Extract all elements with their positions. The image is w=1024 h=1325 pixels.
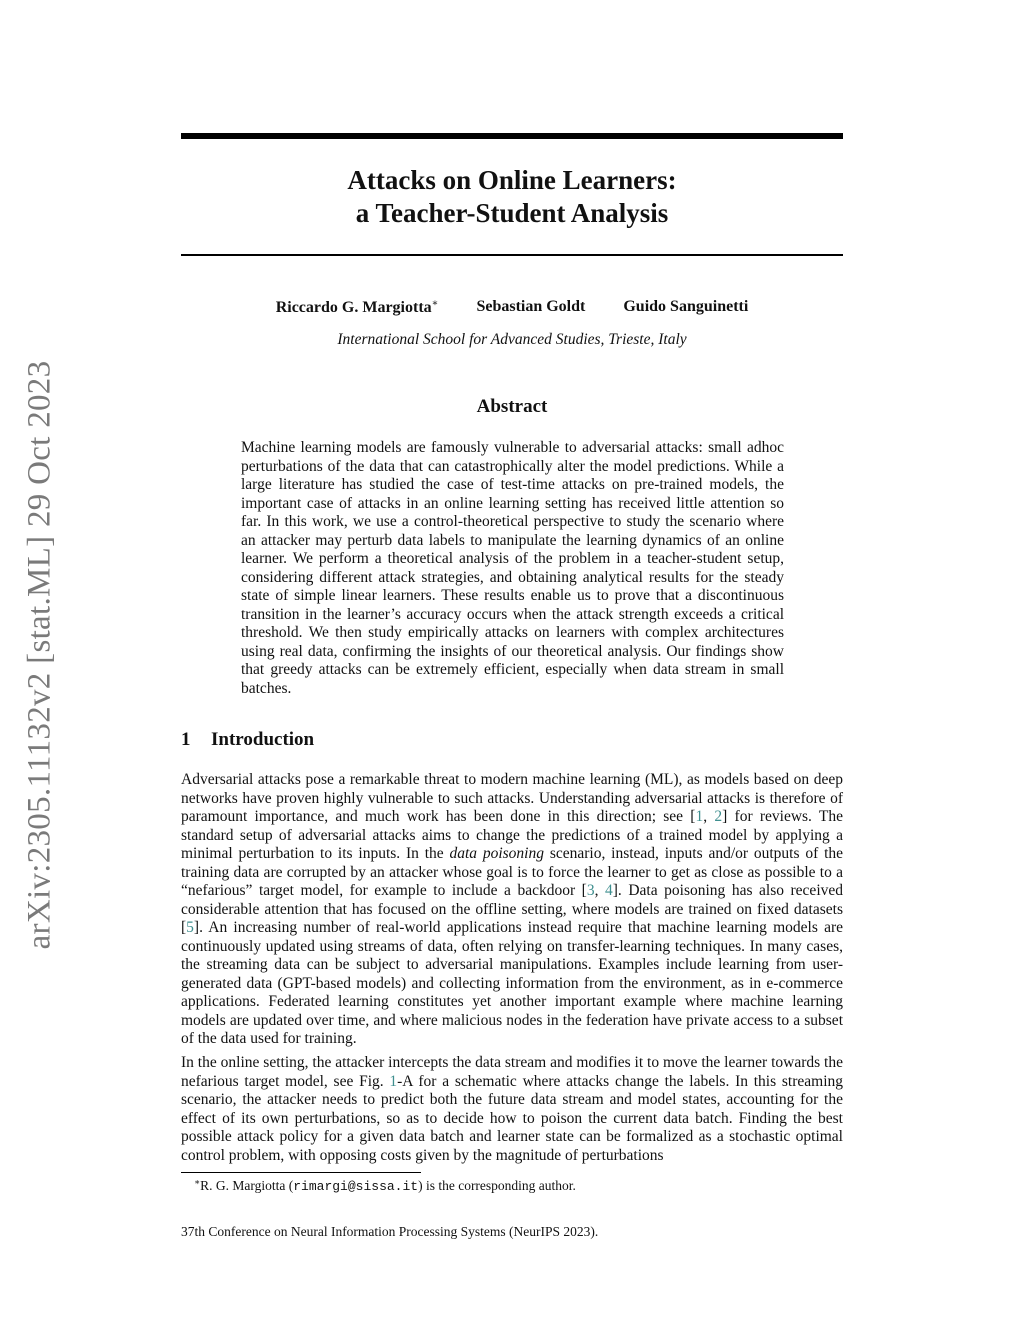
footnote-marker: ∗ (194, 1177, 201, 1187)
author: Riccardo G. Margiotta∗ (275, 298, 439, 316)
figure-link[interactable]: 1 (389, 1072, 398, 1090)
citation-link[interactable]: 3 (586, 882, 595, 899)
affiliation: International School for Advanced Studies, Trieste, Italy (337, 331, 687, 348)
author: Guido Sanguinetti (623, 298, 749, 315)
arxiv-identifier: arXiv:2305.11132v2 [stat.ML] 29 Oct 2023 (21, 360, 58, 950)
footnote-rule (181, 1172, 421, 1173)
citation-link[interactable]: 2 (714, 808, 723, 825)
footnote: ∗R. G. Margiotta (rimargi@sissa.it) is the corresponding author. (194, 1177, 576, 1194)
author: Sebastian Goldt (476, 298, 586, 315)
author-email[interactable]: rimargi@sissa.it (293, 1179, 419, 1194)
paper-title (181, 164, 843, 230)
abstract-heading: Abstract (476, 396, 548, 417)
footnote-marker: ∗ (431, 298, 439, 309)
emphasis-term: data poisoning (449, 845, 544, 862)
author-list (181, 298, 843, 317)
section-heading-introduction (181, 729, 314, 751)
section-title: Introduction (211, 729, 315, 750)
citation-link[interactable]: 5 (186, 919, 194, 936)
title-rule-bottom (181, 254, 843, 256)
section-number: 1 (181, 729, 191, 750)
title-rule-top (181, 133, 843, 139)
title-line-1: Attacks on Online Learners: (347, 165, 677, 195)
intro-paragraph-1: Adversarial attacks pose a remarkable threat to modern machine learning (ML), as models based on deep networks have proven highly vulnerable to such attacks. Understanding adversarial attacks is therefore of paramount importance, and much work has been done in this direction; see [1, 2] for reviews. The standard setup of adversarial attacks aims to change the predictions of a trained model by applying a minimal perturbation to its inputs. In the data poisoning scenario, instead, inputs and/or outputs of the training data are corrupted by an attacker whose goal is to force the learner to get as close as possible to a “nefarious” target model, for example to include a backdoor [3, 4]. Data poisoning has also received considerable attention that has focused on the offline setting, where models are trained on fixed datasets [5]. An increasing number of real-world applications instead require that machine learning models are continuously updated using streams of data, often relying on transfer-learning techniques. In many cases, the streaming data can be subject to adversarial manipulations. Examples include learning from user-generated data (GPT-based models) and collecting information from the environment, as in e-commerce applications. Federated learning constitutes yet another important example where machine learning models are updated over time, and where malicious nodes in the federation have private access to a subset of the data used for training. (181, 771, 844, 1047)
citation-link[interactable]: 4 (605, 882, 613, 899)
abstract-text: Machine learning models are famously vulnerable to adversarial attacks: small adhoc perturbations of the data that can catastrophically alter the model predictions. While a large literature has studied the case of test-time attacks on pre-trained models, the important case of attacks in an online learning setting has received little attention so far. In this work, we use a control-theoretical perspective to study the scenario where an attacker may perturb data labels to manipulate the learning dynamics of an online learner. We perform a theoretical analysis of the problem in a teacher-student setup, considering different attack strategies, and obtaining analytical results for the steady state of simple linear learners. These results enable us to prove that a discontinuous transition in the learner’s accuracy occurs when the attack strength exceeds a critical threshold. We then study empirically attacks on learners with complex architectures using real data, confirming the insights of our theoretical analysis. Our findings show that greedy attacks can be extremely efficient, especially when data stream in small batches. (241, 439, 784, 697)
title-line-2: a Teacher-Student Analysis (355, 198, 669, 228)
citation-link[interactable]: 1 (695, 808, 704, 825)
intro-paragraph-2: In the online setting, the attacker intercepts the data stream and modifies it to move the learner towards the nefarious target model, see Fig. 1-A for a schematic where attacks change the labels. In this streaming scenario, the attacker needs to predict both the future data stream and model states, accounting for the effect of its own perturbations, so as to decide how to poison the current data batch. Finding the best possible attack policy for a given data batch and learner state can be formalized as a stochastic optimal control problem, with opposing costs given by the magnitude of perturbations (181, 1054, 843, 1164)
conference-venue: 37th Conference on Neural Information Processing Systems (NeurIPS 2023). (181, 1224, 599, 1239)
